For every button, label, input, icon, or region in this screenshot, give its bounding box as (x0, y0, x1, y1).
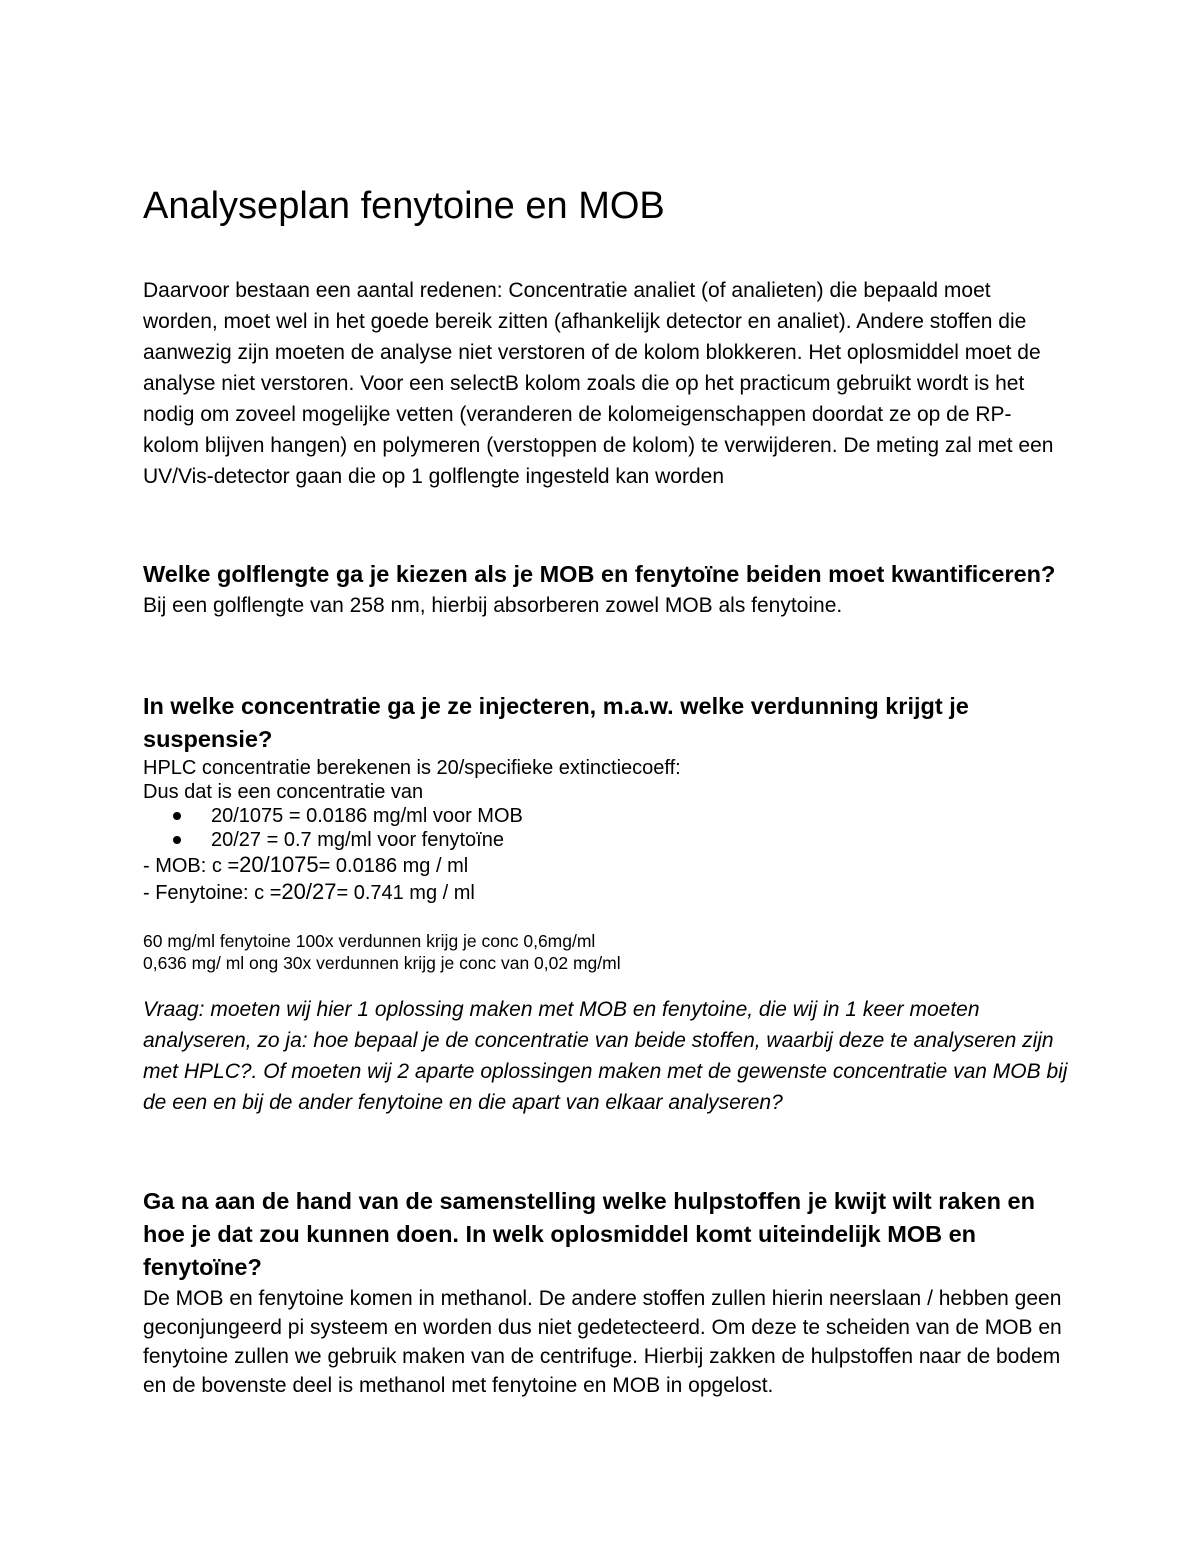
bullet-icon (173, 812, 181, 820)
calc-mob-prefix: - MOB: c = (143, 855, 240, 877)
dilution-line-2: 0,636 mg/ ml ong 30x verdunnen krijg je conc van 0,02 mg/ml (143, 953, 621, 973)
solvent-question: Ga na aan de hand van de samenstelling welke hulpstoffen je kwijt wilt raken en hoe je dat zou kunnen doen. In welk oplosmiddel komt uiteindelijk MOB en fenytoïne? (143, 1188, 1035, 1280)
calc-fen-fraction: 20/27 (281, 879, 337, 904)
section-wavelength (143, 558, 1063, 621)
dilution-line-1: 60 mg/ml fenytoine 100x verdunnen krijg je conc 0,6mg/ml (143, 931, 596, 951)
calc-fen-prefix: - Fenytoine: c = (143, 882, 282, 904)
list-item (143, 828, 1063, 852)
calc-mob-suffix: = 0.0186 mg / ml (318, 855, 469, 877)
bullet-text: 20/1075 = 0.0186 mg/ml voor MOB (211, 805, 523, 827)
calc-mob (143, 852, 1063, 879)
bullet-icon (173, 836, 181, 844)
vraag-paragraph: Vraag: moeten wij hier 1 oplossing maken met MOB en fenytoine, die wij in 1 keer moeten analyseren, zo ja: hoe bepaal je de concentratie van beide stoffen, waarbij deze te analyseren zijn met HPLC?. Of moeten wij 2 aparte oplossingen maken met de gewenste concentratie van MOB bij de een en bij de ander fenytoine en die apart van elkaar analyseren? (143, 998, 1068, 1114)
calc-mob-fraction: 20/1075 (239, 852, 319, 877)
concentration-line-1: HPLC concentratie berekenen is 20/specifieke extinctiecoeff: (143, 757, 681, 779)
section-concentration (143, 690, 1063, 906)
concentration-bullet-list (143, 804, 1063, 852)
section-solvent (143, 1185, 1068, 1400)
calc-fenytoine (143, 879, 1063, 906)
list-item (143, 804, 1063, 828)
wavelength-question: Welke golflengte ga je kiezen als je MOB en fenytoïne beiden moet kwantificeren? (143, 561, 1056, 587)
concentration-question: In welke concentratie ga je ze injecteren, m.a.w. welke verdunning krijgt je suspensie? (143, 693, 969, 752)
calc-fen-suffix: = 0.741 mg / ml (336, 882, 475, 904)
dilution-notes (143, 930, 1063, 974)
bullet-text: 20/27 = 0.7 mg/ml voor fenytoïne (211, 829, 504, 851)
wavelength-answer: Bij een golflengte van 258 nm, hierbij absorberen zowel MOB als fenytoine. (143, 594, 843, 617)
concentration-line-2: Dus dat is een concentratie van (143, 781, 424, 803)
document-title: Analyseplan fenytoine en MOB (143, 185, 665, 227)
solvent-answer: De MOB en fenytoine komen in methanol. De andere stoffen zullen hierin neerslaan / hebben geen geconjungeerd pi systeem en worden dus niet gedetecteerd. Om deze te scheiden van de MOB en fenytoine zullen we gebruik maken van de centrifuge. Hierbij zakken de hulpstoffen naar de bodem en de bovenste deel is methanol met fenytoine en MOB in opgelost. (143, 1287, 1062, 1397)
intro-paragraph: Daarvoor bestaan een aantal redenen: Concentratie analiet (of analieten) die bepaald moet worden, moet wel in het goede bereik zitten (afhankelijk detector en analiet). Andere stoffen die aanwezig zijn moeten de analyse niet verstoren of de kolom blokkeren. Het oplosmiddel moet de analyse niet verstoren. Voor een selectB kolom zoals die op het practicum gebruikt wordt is het nodig om zoveel mogelijke vetten (veranderen de kolomeigenschappen doordat ze op de RP-kolom blijven hangen) en polymeren (verstoppen de kolom) te verwijderen. De meting zal met een UV/Vis-detector gaan die op 1 golflengte ingesteld kan worden (143, 279, 1054, 488)
